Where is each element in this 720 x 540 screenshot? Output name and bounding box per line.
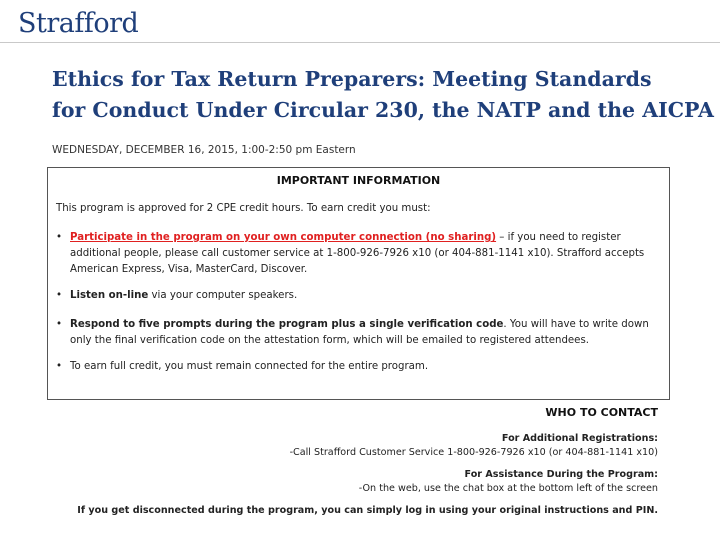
bullet-text bbox=[70, 230, 660, 278]
bullet-dot: • bbox=[56, 290, 63, 301]
bullet-dot: • bbox=[56, 361, 63, 372]
participate-rest: – if you need to register additional people, please call customer service at 1-800-926-7926 x10 (or 404-881-1141 x10). Strafford accepts American Express, Visa, MasterCard, Discover. bbox=[70, 232, 645, 275]
respond-rest: . You will have to write down only the final verification code on the attestation form, which will be emailed to registered attendees. bbox=[70, 319, 649, 346]
who-to-contact-heading: WHO TO CONTACT bbox=[545, 406, 658, 419]
strafford-logo: Strafford bbox=[18, 8, 139, 39]
important-information-box bbox=[47, 167, 670, 400]
page-title bbox=[52, 64, 712, 126]
registrations-label: For Additional Registrations: bbox=[501, 433, 658, 444]
title-line-2: for Conduct Under Circular 230, the NATP and the AICPA bbox=[52, 98, 714, 122]
bullet-text: To earn full credit, you must remain connected for the entire program. bbox=[70, 361, 429, 372]
bullet-text bbox=[70, 288, 660, 304]
respond-bold: Respond to five prompts during the program plus a single verification code bbox=[70, 319, 504, 330]
registrations-text: -Call Strafford Customer Service 1-800-926-7926 x10 (or 404-881-1141 x10) bbox=[289, 447, 658, 458]
listen-rest: via your computer speakers. bbox=[148, 290, 298, 301]
title-line-1: Ethics for Tax Return Preparers: Meeting Standards bbox=[52, 67, 652, 91]
event-date: WEDNESDAY, DECEMBER 16, 2015, 1:00-2:50 pm Eastern bbox=[52, 144, 356, 156]
disconnect-note: If you get disconnected during the program, you can simply log in using your original instructions and PIN. bbox=[77, 505, 658, 516]
info-intro: This program is approved for 2 CPE credit hours. To earn credit you must: bbox=[56, 203, 431, 214]
assistance-label: For Assistance During the Program: bbox=[464, 469, 658, 480]
header-divider bbox=[0, 42, 720, 43]
info-heading: IMPORTANT INFORMATION bbox=[276, 174, 441, 187]
bullet-text bbox=[70, 317, 660, 349]
bullet-dot: • bbox=[56, 232, 63, 243]
assistance-text: -On the web, use the chat box at the bottom left of the screen bbox=[358, 483, 658, 494]
bullet-dot: • bbox=[56, 319, 63, 330]
listen-bold: Listen on-line bbox=[70, 290, 149, 301]
participate-link[interactable]: Participate in the program on your own computer connection (no sharing) bbox=[70, 232, 497, 243]
